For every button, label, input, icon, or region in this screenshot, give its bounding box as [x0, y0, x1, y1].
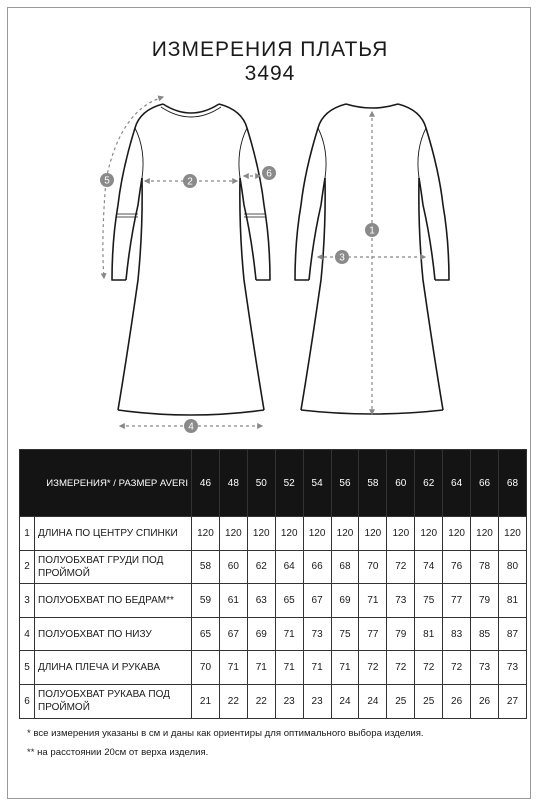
- measurement-cell: 72: [387, 550, 415, 584]
- footnote-hips: ** на расстоянии 20см от верха изделия.: [27, 747, 209, 758]
- measurement-cell: 77: [359, 617, 387, 651]
- measurement-cell: 22: [247, 684, 275, 718]
- measurement-cell: 58: [192, 550, 220, 584]
- table-row: [20, 517, 527, 551]
- measurement-cell: 73: [387, 584, 415, 618]
- size-header-row: [20, 450, 527, 517]
- measurement-cell: 69: [247, 617, 275, 651]
- measurement-cell: 85: [471, 617, 499, 651]
- table-row: [20, 617, 527, 651]
- row-number: 3: [20, 584, 35, 618]
- row-label: ПОЛУОБХВАТ ГРУДИ ПОД ПРОЙМОЙ: [35, 550, 192, 584]
- marker-5: [100, 173, 114, 187]
- measurement-cell: 75: [415, 584, 443, 618]
- size-header-cell: 50: [247, 450, 275, 517]
- measurement-cell: 76: [443, 550, 471, 584]
- measurement-cell: 71: [275, 651, 303, 685]
- measurement-cell: 67: [219, 617, 247, 651]
- svg-text:6: 6: [266, 168, 272, 180]
- table-row: [20, 684, 527, 718]
- measurement-cell: 23: [303, 684, 331, 718]
- measurement-cell: 64: [275, 550, 303, 584]
- marker-2: [183, 174, 197, 188]
- measurement-cell: 22: [219, 684, 247, 718]
- measurement-cell: 71: [275, 617, 303, 651]
- measurement-cell: 60: [219, 550, 247, 584]
- measurement-cell: 63: [247, 584, 275, 618]
- measurement-cell: 70: [192, 651, 220, 685]
- size-header-cell: 68: [498, 450, 526, 517]
- measurement-cell: 72: [415, 651, 443, 685]
- size-header-cell: 46: [192, 450, 220, 517]
- measurement-cell: 81: [498, 584, 526, 618]
- measurement-cell: 72: [359, 651, 387, 685]
- measurement-cell: 75: [331, 617, 359, 651]
- size-header-cell: 64: [443, 450, 471, 517]
- measurement-cell: 120: [192, 517, 220, 551]
- measurement-cell: 65: [275, 584, 303, 618]
- measurement-cell: 78: [471, 550, 499, 584]
- size-header-cell: 48: [219, 450, 247, 517]
- measurement-cell: 59: [192, 584, 220, 618]
- svg-text:5: 5: [104, 175, 110, 187]
- measurement-cell: 66: [303, 550, 331, 584]
- size-header-cell: 60: [387, 450, 415, 517]
- marker-3: [335, 250, 349, 264]
- measurement-cell: 120: [498, 517, 526, 551]
- measurement-cell: 25: [387, 684, 415, 718]
- measurement-cell: 77: [443, 584, 471, 618]
- measurement-cell: 21: [192, 684, 220, 718]
- measurement-cell: 71: [219, 651, 247, 685]
- size-table: [19, 449, 527, 719]
- size-header-cell: 52: [275, 450, 303, 517]
- measurement-cell: 120: [443, 517, 471, 551]
- measurement-cell: 120: [387, 517, 415, 551]
- row-label: ПОЛУОБХВАТ ПО БЕДРАМ**: [35, 584, 192, 618]
- measurement-cell: 120: [247, 517, 275, 551]
- size-header-cell: 66: [471, 450, 499, 517]
- measurement-cell: 23: [275, 684, 303, 718]
- measurement-cell: 79: [471, 584, 499, 618]
- measurement-cell: 79: [387, 617, 415, 651]
- footnote-measurements: * все измерения указаны в см и даны как ориентиры для оптимального выбора изделия.: [27, 728, 424, 739]
- measurement-cell: 120: [415, 517, 443, 551]
- measurement-cell: 68: [331, 550, 359, 584]
- measurement-cell: 24: [331, 684, 359, 718]
- measurement-cell: 71: [359, 584, 387, 618]
- measurement-cell: 71: [303, 651, 331, 685]
- measurement-cell: 61: [219, 584, 247, 618]
- size-header-cell: 56: [331, 450, 359, 517]
- measurement-cell: 120: [471, 517, 499, 551]
- measurement-cell: 24: [359, 684, 387, 718]
- dress-front-view: [112, 104, 270, 415]
- table-row: [20, 550, 527, 584]
- measurement-cell: 80: [498, 550, 526, 584]
- measurement-cell: 67: [303, 584, 331, 618]
- row-number: 1: [20, 517, 35, 551]
- measurement-cell: 120: [331, 517, 359, 551]
- measurement-cell: 71: [247, 651, 275, 685]
- svg-text:4: 4: [188, 421, 194, 433]
- marker-6: [262, 166, 276, 180]
- measurement-cell: 74: [415, 550, 443, 584]
- measurement-cell: 26: [471, 684, 499, 718]
- row-number: 2: [20, 550, 35, 584]
- svg-text:1: 1: [369, 225, 375, 237]
- row-number: 6: [20, 684, 35, 718]
- measurement-cell: 81: [415, 617, 443, 651]
- row-number: 4: [20, 617, 35, 651]
- page-title: ИЗМЕРЕНИЯ ПЛАТЬЯ: [151, 38, 389, 61]
- measurement-cell: 69: [331, 584, 359, 618]
- svg-text:2: 2: [187, 176, 193, 188]
- row-label: ПОЛУОБХВАТ ПО НИЗУ: [35, 617, 192, 651]
- measurement-cell: 65: [192, 617, 220, 651]
- dress-technical-drawing: [0, 86, 540, 436]
- measurement-lines: [103, 97, 425, 426]
- size-header-cell: 54: [303, 450, 331, 517]
- marker-1: [365, 223, 379, 237]
- measurement-cell: 120: [359, 517, 387, 551]
- measurement-cell: 120: [219, 517, 247, 551]
- measurement-cell: 73: [303, 617, 331, 651]
- measurement-cell: 70: [359, 550, 387, 584]
- table-header-caption: ИЗМЕРЕНИЯ* / РАЗМЕР AVERI: [20, 450, 192, 517]
- table-row: [20, 651, 527, 685]
- row-label: ПОЛУОБХВАТ РУКАВА ПОД ПРОЙМОЙ: [35, 684, 192, 718]
- measurement-cell: 83: [443, 617, 471, 651]
- size-header-cell: 58: [359, 450, 387, 517]
- row-label: ДЛИНА ПЛЕЧА И РУКАВА: [35, 651, 192, 685]
- measurement-cell: 73: [498, 651, 526, 685]
- size-header-cell: 62: [415, 450, 443, 517]
- marker-4: [184, 419, 198, 433]
- measurement-cell: 120: [275, 517, 303, 551]
- measurement-cell: 87: [498, 617, 526, 651]
- measurement-cell: 73: [471, 651, 499, 685]
- measurement-cell: 25: [415, 684, 443, 718]
- measurement-cell: 27: [498, 684, 526, 718]
- measurement-cell: 72: [387, 651, 415, 685]
- measurement-cell: 26: [443, 684, 471, 718]
- svg-text:3: 3: [339, 252, 345, 264]
- row-number: 5: [20, 651, 35, 685]
- measurement-cell: 62: [247, 550, 275, 584]
- row-label: ДЛИНА ПО ЦЕНТРУ СПИНКИ: [35, 517, 192, 551]
- article-number: 3494: [244, 62, 296, 85]
- measurement-cell: 71: [331, 651, 359, 685]
- measurement-cell: 72: [443, 651, 471, 685]
- table-row: [20, 584, 527, 618]
- measurement-cell: 120: [303, 517, 331, 551]
